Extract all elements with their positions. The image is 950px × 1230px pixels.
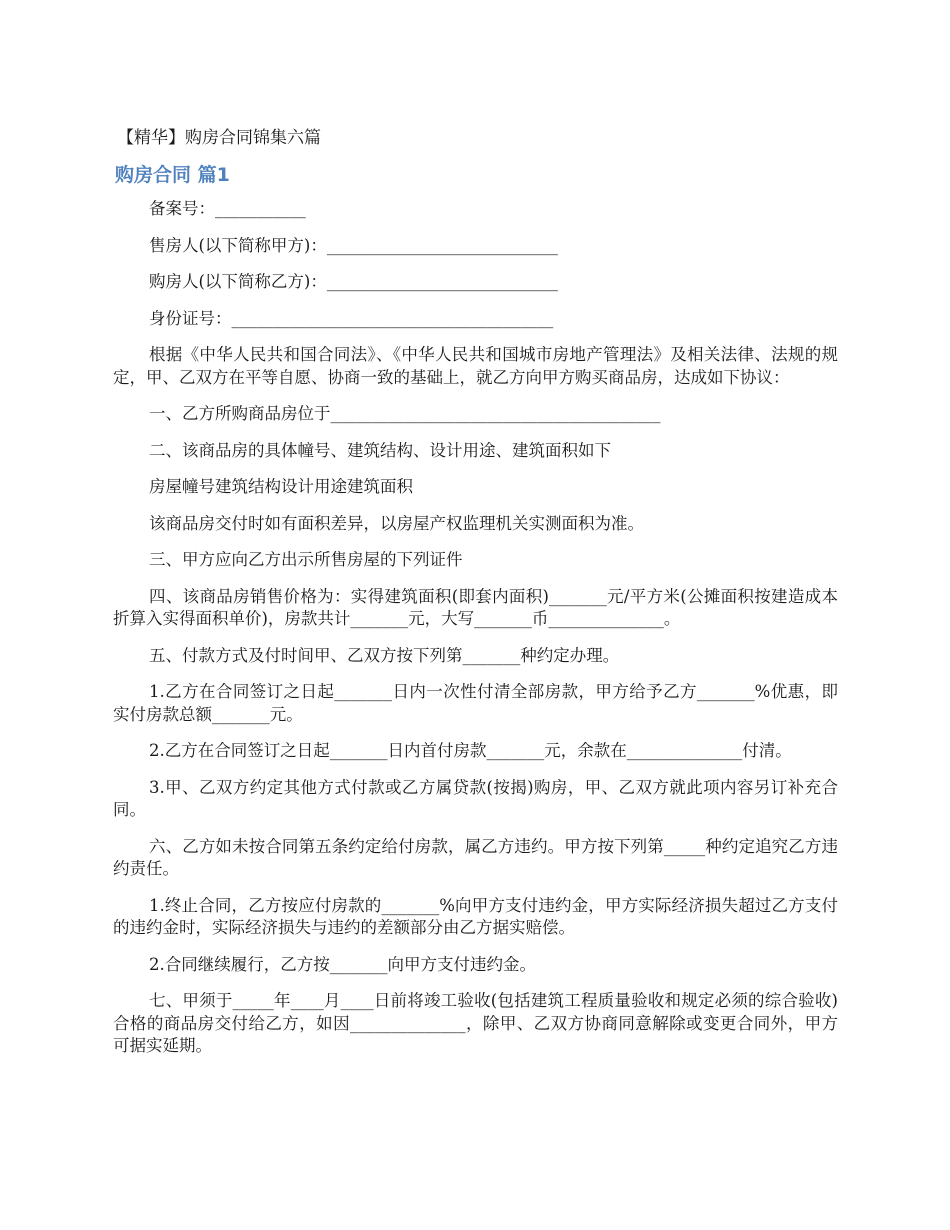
preamble-paragraph: 根据《中华人民共和国合同法》、《中华人民共和国城市房地产管理法》及相关法律、法规的规定，甲、乙双方在平等自愿、协商一致的基础上，就乙方向甲方购买商品房，达成如下协议： — [113, 345, 838, 387]
table-header-line: 房屋幢号建筑结构设计用途建筑面积 — [149, 477, 413, 496]
record-number-line: 备案号：___________ — [149, 199, 306, 218]
payment-option-3: 3.甲、乙双方约定其他方式付款或乙方属贷款(按揭)购房，甲、乙双方就此项内容另订补充合同。 — [113, 777, 838, 819]
breach-option-2: 2.合同继续履行，乙方按_______向甲方支付违约金。 — [149, 954, 536, 974]
clause-6-breach: 六、乙方如未按合同第五条约定给付房款，属乙方违约。甲方按下列第_____种约定追究乙方违约责任。 — [113, 836, 838, 878]
area-difference-note: 该商品房交付时如有面积差异，以房屋产权监理机关实测面积为准。 — [149, 513, 644, 533]
clause-3-documents: 三、甲方应向乙方出示所售房屋的下列证件 — [149, 550, 463, 569]
seller-line: 售房人(以下简称甲方)：____________________________ — [149, 235, 558, 255]
clause-7-delivery: 七、甲须于_____年____月____日前将竣工验收(包括建筑工程质量验收和规定必须的综合验收)合格的商品房交付给乙方，如因______________，除甲、乙双方协商同意解除或变更合同外，甲方可据实延期。 — [113, 991, 838, 1055]
payment-option-2: 2.乙方在合同签订之日起_______日内首付房款_______元，余款在______________付清。 — [149, 741, 792, 760]
clause-1-location: 一、乙方所购商品房位于________________________________________ — [149, 404, 661, 423]
clause-4-price: 四、该商品房销售价格为：实得建筑面积(即套内面积)_______元/平方米(公摊面积按建造成本折算入实得面积单价)，房款共计_______元，大写_______币______________。 — [113, 586, 838, 628]
clause-2-details: 二、该商品房的具体幢号、建筑结构、设计用途、建筑面积如下 — [149, 440, 611, 460]
clause-5-payment: 五、付款方式及付时间甲、乙双方按下列第_______种约定办理。 — [149, 645, 620, 665]
document-title: 【精华】购房合同锦集六篇 — [117, 128, 321, 148]
payment-option-1: 1.乙方在合同签订之日起_______日内一次性付清全部房款，甲方给予乙方_______%优惠，即实付房款总额_______元。 — [113, 682, 838, 724]
buyer-line: 购房人(以下简称乙方)：____________________________ — [149, 272, 558, 291]
id-number-line: 身份证号：_______________________________________ — [149, 308, 554, 328]
section-heading: 购房合同 篇1 — [115, 164, 230, 186]
breach-option-1: 1.终止合同，乙方按应付房款的_______%向甲方支付违约金，甲方实际经济损失超过乙方支付的违约金时，实际经济损失与违约的差额部分由乙方据实赔偿。 — [113, 895, 838, 937]
